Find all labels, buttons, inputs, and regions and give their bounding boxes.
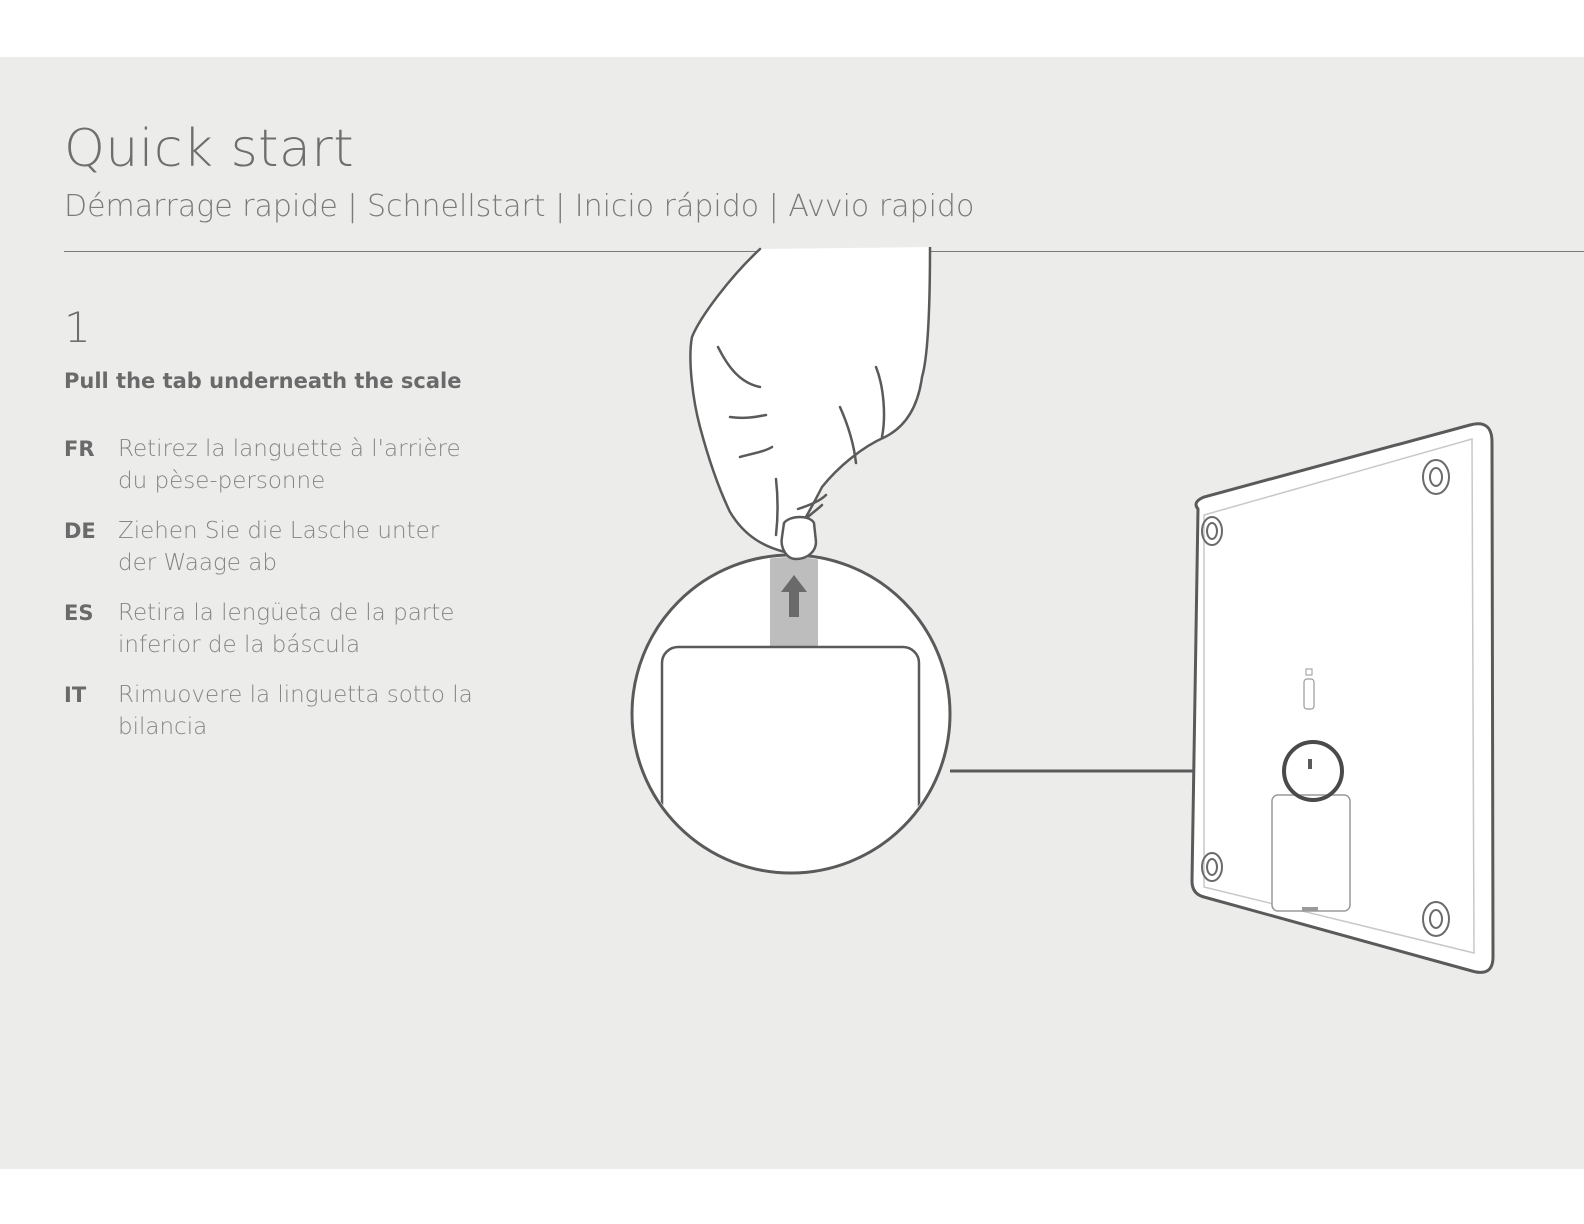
page-subtitle: Démarrage rapide | Schnellstart | Inicio rápido | Avvio rapido [64, 189, 975, 224]
translation-text: Rimuovere la linguetta sotto la bilancia [118, 682, 473, 740]
translation-text: Ziehen Sie die Lasche unter der Waage ab [118, 518, 440, 576]
translation-de [64, 515, 494, 579]
battery-cover-latch [1302, 907, 1318, 911]
language-code: ES [64, 601, 94, 625]
step-number: 1 [64, 303, 91, 352]
pull-tab-illustration [600, 247, 1584, 1037]
battery-cover [1272, 795, 1350, 911]
zoom-circle [632, 547, 950, 907]
language-code: IT [64, 683, 87, 707]
language-code: FR [64, 437, 95, 461]
translation-text: Retira la lengüeta de la parte inferior de la báscula [118, 600, 455, 658]
page-sheet [0, 57, 1584, 1169]
translation-it [64, 679, 494, 743]
illustration-svg [600, 247, 1584, 1037]
battery-cover-zoomed [662, 647, 919, 907]
translation-text: Retirez la languette à l'arrière du pèse-personne [118, 436, 461, 494]
language-code: DE [64, 519, 96, 543]
translation-fr [64, 433, 494, 497]
scale-underside [1192, 424, 1493, 973]
hand-illustration [690, 247, 930, 559]
translation-es [64, 597, 494, 661]
translations-list [64, 433, 494, 761]
page-title: Quick start [64, 119, 355, 179]
step-heading: Pull the tab underneath the scale [64, 369, 462, 393]
